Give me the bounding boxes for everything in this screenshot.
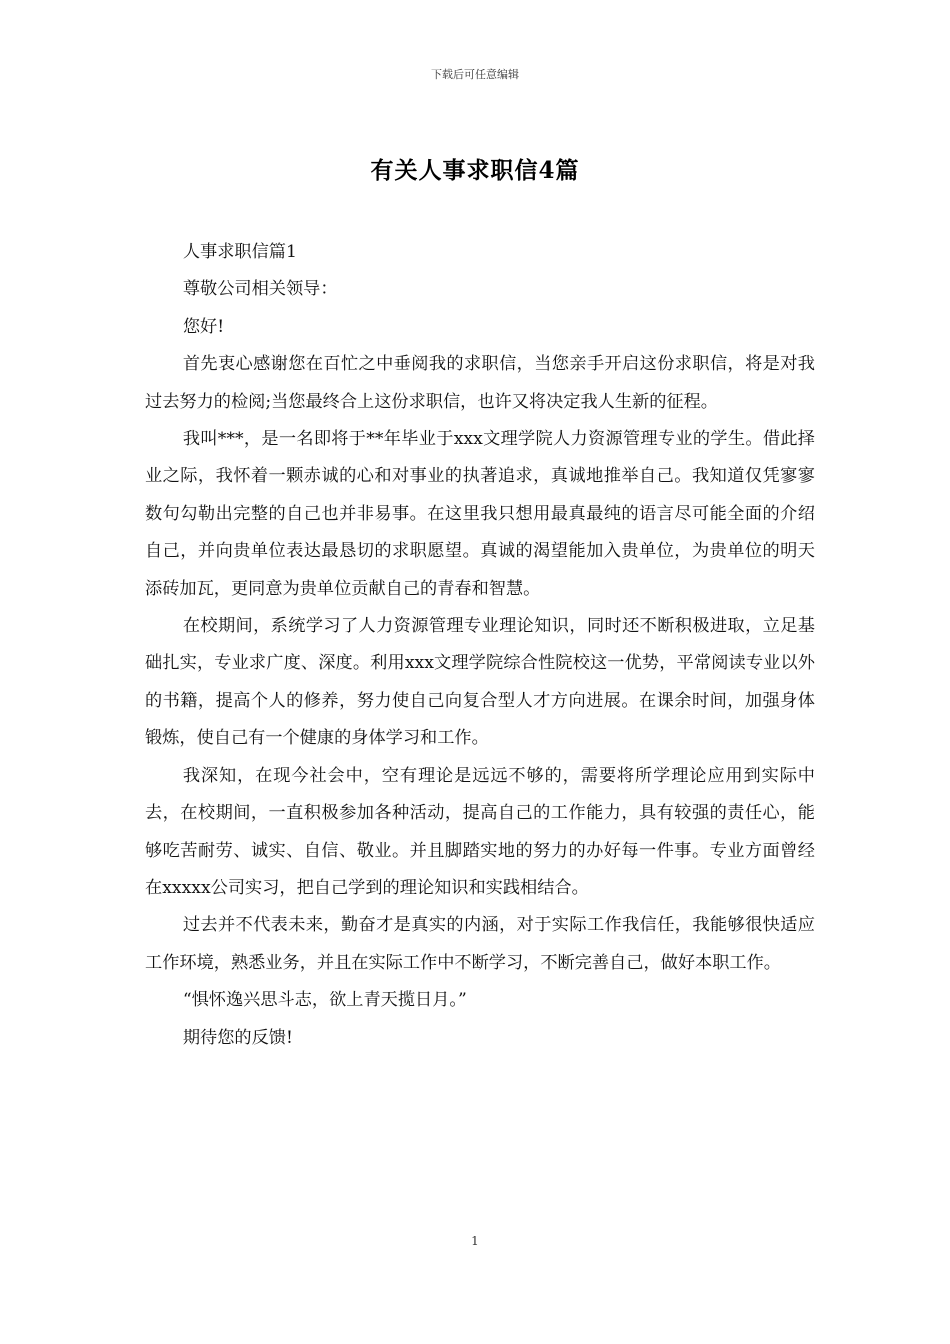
document-body	[145, 234, 815, 1057]
greeting: 您好!	[182, 316, 225, 337]
closing-paragraph: 期待您的反馈!	[182, 1027, 293, 1048]
body-paragraph: 我深知，在现今社会中，空有理论是远远不够的，需要将所学理论应用到实际中去，在校期间，一直积极参加各种活动，提高自己的工作能力，具有较强的责任心，能够吃苦耐劳、诚实、自信、敬业。并且脚踏实地的努力的办好每一件事。专业方面曾经在xxxxx公司实习，把自己学到的理论知识和实践相结合。	[145, 765, 815, 898]
body-paragraph: 过去并不代表未来，勤奋才是真实的内涵，对于实际工作我信任，我能够很快适应工作环境，熟悉业务，并且在实际工作中不断学习，不断完善自己，做好本职工作。	[145, 915, 815, 973]
body-paragraph: 在校期间，系统学习了人力资源管理专业理论知识，同时还不断积极进取，立足基础扎实，专业求广度、深度。利用xxx文理学院综合性院校这一优势，平常阅读专业以外的书籍，提高个人的修养，努力使自己向复合型人才方向进展。在课余时间，加强身体锻炼，使自己有一个健康的身体学习和工作。	[145, 616, 815, 749]
body-paragraph: 首先衷心感谢您在百忙之中垂阅我的求职信，当您亲手开启这份求职信，将是对我过去努力的检阅;当您最终合上这份求职信，也许又将决定我人生新的征程。	[145, 354, 815, 412]
salutation: 尊敬公司相关领导：	[182, 279, 338, 300]
section-heading: 人事求职信篇1	[182, 242, 297, 262]
document-title: 有关人事求职信4篇	[370, 157, 580, 184]
body-paragraph: 我叫***，是一名即将于**年毕业于xxx文理学院人力资源管理专业的学生。借此择业之际，我怀着一颗赤诚的心和对事业的执著追求，真诚地推举自己。我知道仅凭寥寥数句勾勒出完整的自己也并非易事。在这里我只想用最真最纯的语言尽可能全面的介绍自己，并向贵单位表达最恳切的求职愿望。真诚的渴望能加入贵单位，为贵单位的明天添砖加瓦，更同意为贵单位贡献自己的青春和智慧。	[145, 429, 815, 599]
quote-paragraph: “惧怀逸兴思斗志，欲上青天揽日月。”	[182, 990, 467, 1011]
page-header: 下载后可任意编辑	[431, 68, 519, 81]
page-number: 1	[471, 1234, 479, 1248]
